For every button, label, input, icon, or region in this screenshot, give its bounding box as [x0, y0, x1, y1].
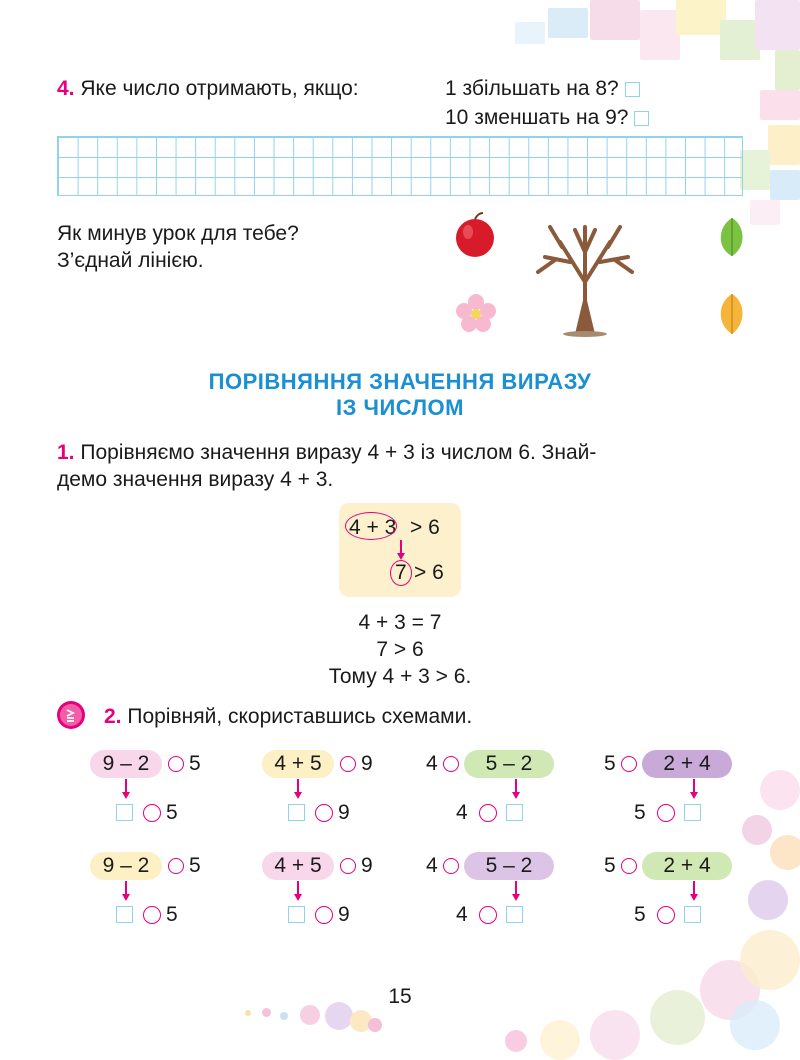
- answer-box[interactable]: [506, 804, 523, 821]
- example-box: [339, 503, 461, 597]
- arrow-head: [294, 894, 302, 901]
- eq2: 7 > 6: [376, 638, 424, 661]
- compare-item: [426, 852, 606, 952]
- compare-number: 9: [361, 854, 373, 877]
- compare-number: 5: [604, 854, 616, 877]
- answer-box[interactable]: [116, 804, 133, 821]
- answer-box[interactable]: [506, 906, 523, 923]
- compare-number-2: 5: [634, 903, 646, 926]
- compare-circle[interactable]: [443, 756, 459, 772]
- box-rel2: > 6: [414, 561, 444, 584]
- task4-line1-text: 1 збільшать на 8?: [445, 77, 619, 100]
- box-value: 7: [395, 561, 407, 584]
- expr-oval: [345, 512, 397, 540]
- arrow-head: [690, 792, 698, 799]
- task1-number: 1.: [57, 441, 75, 464]
- compare-number-2: 5: [634, 801, 646, 824]
- compare-number: 4: [426, 752, 438, 775]
- expression: 9 – 2: [90, 750, 162, 778]
- compare-number-2: 5: [166, 801, 178, 824]
- compare-circle[interactable]: [315, 906, 333, 924]
- task4-number: 4.: [57, 77, 75, 100]
- compare-number: 5: [189, 854, 201, 877]
- page-number: 15: [388, 985, 412, 1008]
- tree-icon[interactable]: [538, 227, 632, 337]
- arrow: [693, 881, 695, 895]
- expression: 2 + 4: [642, 852, 732, 880]
- compare-circle[interactable]: [143, 906, 161, 924]
- task1-text-line2: демо значення виразу 4 + 3.: [57, 468, 334, 491]
- compare-item: [262, 750, 442, 850]
- reflection-line1: Як минув урок для тебе?: [57, 222, 299, 245]
- task2-line: [104, 704, 472, 730]
- box-rel1: > 6: [410, 516, 440, 539]
- expression: 9 – 2: [90, 852, 162, 880]
- box-arrow-head: [397, 553, 405, 560]
- answer-box[interactable]: [684, 804, 701, 821]
- task4-line2: [445, 105, 649, 131]
- expression: 5 – 2: [464, 750, 554, 778]
- compare-number-2: 9: [338, 903, 350, 926]
- answer-box[interactable]: [634, 111, 649, 126]
- compare-item: [426, 750, 606, 850]
- compare-number-2: 5: [166, 903, 178, 926]
- task4-line2-text: 10 зменшать на 9?: [445, 106, 629, 129]
- section-title-line1: ПОРІВНЯННЯ ЗНАЧЕННЯ ВИРАЗУ: [208, 369, 592, 394]
- reflection-line2: З’єднай лінією.: [57, 249, 204, 272]
- arrow: [693, 779, 695, 793]
- arrow-head: [122, 894, 130, 901]
- box-arrow: [400, 540, 402, 554]
- compare-item: [262, 852, 442, 952]
- compare-circle[interactable]: [657, 906, 675, 924]
- compare-item: [90, 750, 270, 850]
- task2-number: 2.: [104, 705, 122, 728]
- answer-box[interactable]: [288, 804, 305, 821]
- task1-text: Порівняємо значення виразу 4 + 3 із числом 6. Знай-: [80, 441, 597, 464]
- expression: 4 + 5: [262, 852, 334, 880]
- compare-circle[interactable]: [621, 858, 637, 874]
- task4-question: [57, 76, 359, 102]
- flower-icon[interactable]: [456, 294, 496, 332]
- compare-circle[interactable]: [443, 858, 459, 874]
- compare-number: 5: [604, 752, 616, 775]
- section-title-line2: ІЗ ЧИСЛОМ: [336, 395, 464, 420]
- compare-circle[interactable]: [340, 756, 356, 772]
- yellow-leaf-icon[interactable]: [721, 294, 743, 334]
- compare-item: [90, 852, 270, 952]
- compare-number: 9: [361, 752, 373, 775]
- compare-number-2: 4: [456, 801, 468, 824]
- arrow-head: [294, 792, 302, 799]
- arrow-head: [690, 894, 698, 901]
- arrow-head: [512, 792, 520, 799]
- box-expr: 4 + 3: [349, 516, 397, 539]
- compare-circle[interactable]: [315, 804, 333, 822]
- answer-box[interactable]: [288, 906, 305, 923]
- compare-circle[interactable]: [657, 804, 675, 822]
- compare-number: 4: [426, 854, 438, 877]
- arrow: [515, 779, 517, 793]
- eq1: 4 + 3 = 7: [358, 611, 442, 634]
- answer-box[interactable]: [684, 906, 701, 923]
- pair-work-icon: [57, 701, 85, 729]
- answer-grid[interactable]: [57, 136, 743, 196]
- compare-circle[interactable]: [479, 804, 497, 822]
- apple-icon[interactable]: [456, 213, 494, 257]
- compare-circle[interactable]: [340, 858, 356, 874]
- arrow: [297, 779, 299, 793]
- answer-box[interactable]: [625, 82, 640, 97]
- compare-circle[interactable]: [479, 906, 497, 924]
- eq3: Тому 4 + 3 > 6.: [328, 665, 472, 688]
- answer-box[interactable]: [116, 906, 133, 923]
- task4-question-text: Яке число отримають, якщо:: [80, 77, 359, 100]
- expression: 2 + 4: [642, 750, 732, 778]
- task4-line1: [445, 76, 640, 102]
- arrow-head: [512, 894, 520, 901]
- compare-circle[interactable]: [621, 756, 637, 772]
- arrow: [125, 881, 127, 895]
- arrow-head: [122, 792, 130, 799]
- task2-text: Порівняй, скориставшись схемами.: [127, 705, 473, 728]
- green-leaf-icon[interactable]: [721, 218, 743, 256]
- compare-circle[interactable]: [168, 756, 184, 772]
- compare-circle[interactable]: [168, 858, 184, 874]
- arrow: [125, 779, 127, 793]
- compare-circle[interactable]: [143, 804, 161, 822]
- compare-number-2: 9: [338, 801, 350, 824]
- expression: 4 + 5: [262, 750, 334, 778]
- arrow: [515, 881, 517, 895]
- compare-number: 5: [189, 752, 201, 775]
- arrow: [297, 881, 299, 895]
- compare-number-2: 4: [456, 903, 468, 926]
- expression: 5 – 2: [464, 852, 554, 880]
- reflection-pictures: [450, 212, 750, 342]
- task1-text-line1: [57, 440, 596, 466]
